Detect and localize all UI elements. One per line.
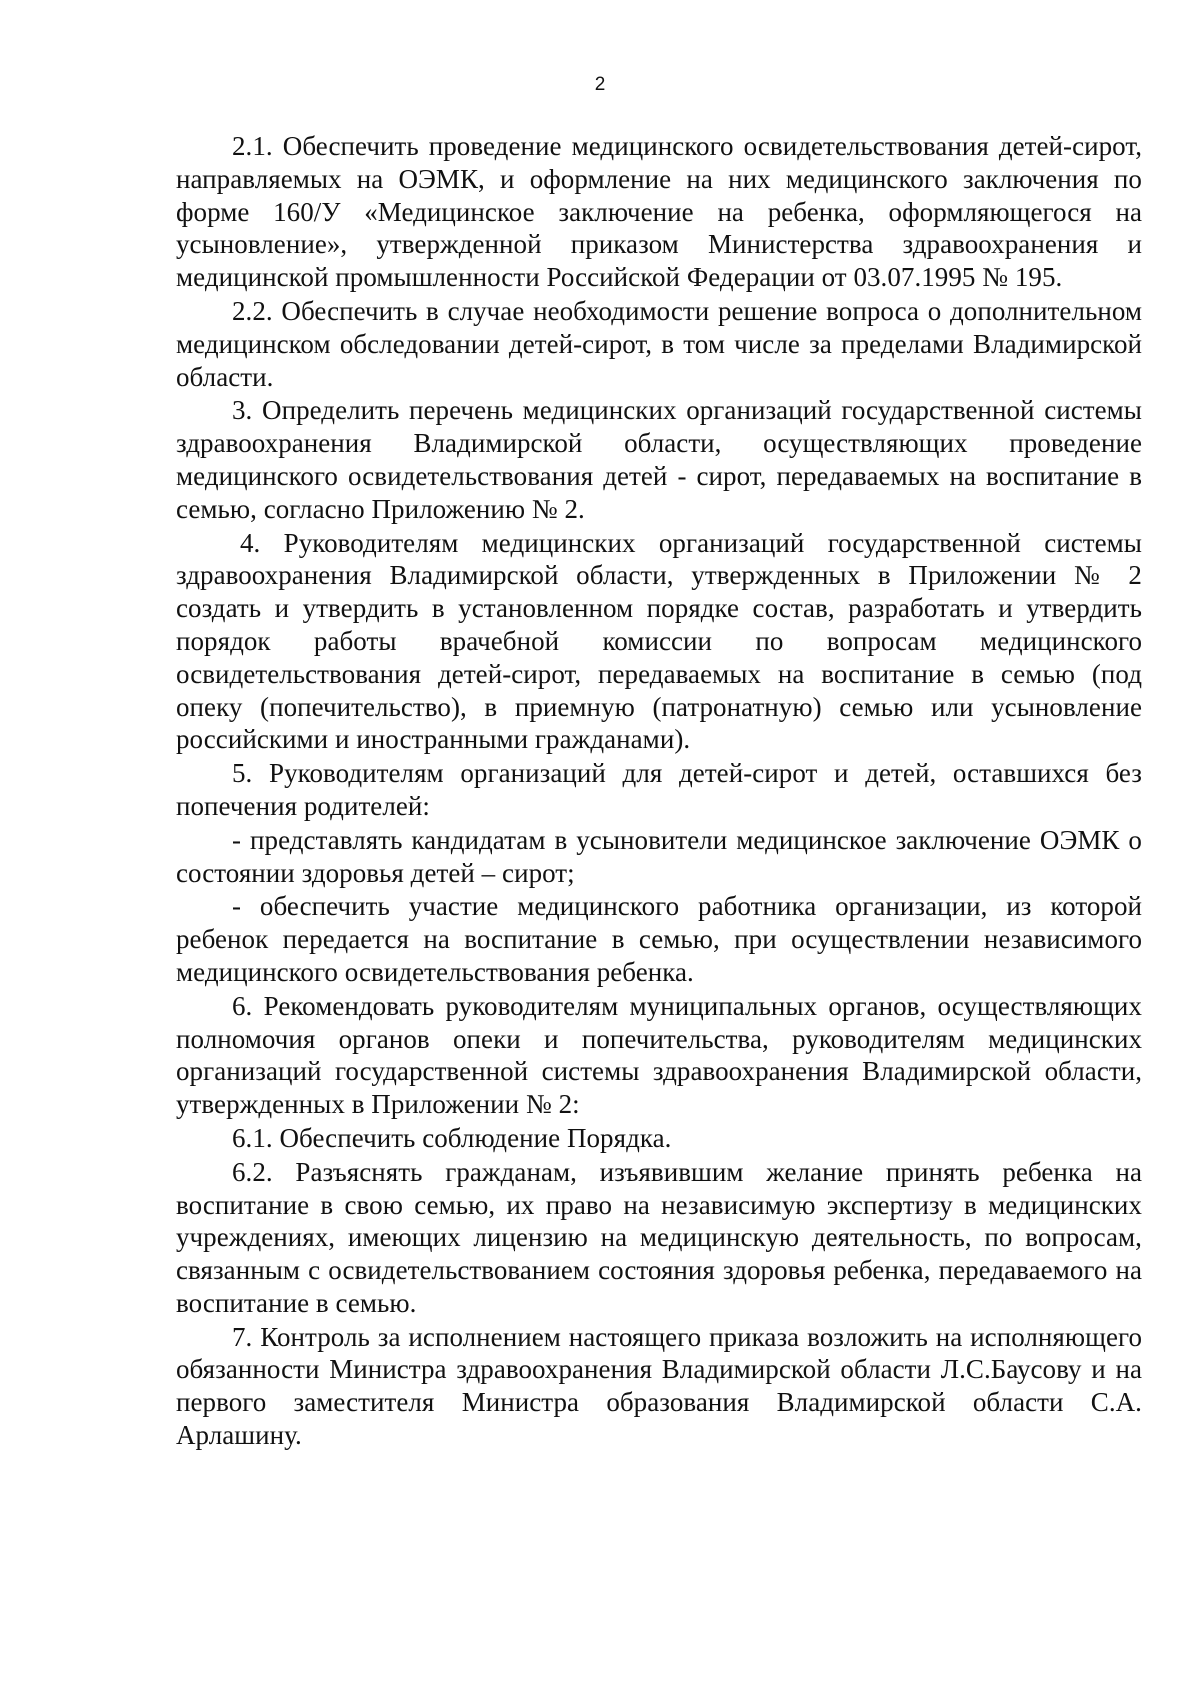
paragraph-5-item-2: - обеспечить участие медицинского работника организации, из которой ребенок передается на воспитание в семью, при осуществлении независимого медицинского освидетельствования ребенка. (176, 891, 1142, 987)
document-body (176, 130, 1142, 1453)
paragraph-7: 7. Контроль за исполнением настоящего приказа возложить на исполняющего обязанности Министра здравоохранения Владимирской области Л.С.Баусову и на первого заместителя Министра образования Владимирской области С.А. Арлашину. (176, 1321, 1142, 1451)
paragraph-5: 5. Руководителям организаций для детей-сирот и детей, оставшихся без попечения родителей: (176, 758, 1142, 821)
paragraph-3: 3. Определить перечень медицинских организаций государственной системы здравоохранения Владимирской области, осуществляющих проведение медицинского освидетельствования детей - сирот, передаваемых на воспитание в семью, согласно Приложению № 2. (176, 395, 1142, 524)
paragraph-5-item-1: - представлять кандидатам в усыновители медицинское заключение ОЭМК о состоянии здоровья детей – сирот; (176, 824, 1142, 888)
paragraph-2-2: 2.2. Обеспечить в случае необходимости решение вопроса о дополнительном медицинском обследовании детей-сирот, в том числе за пределами Владимирской области. (176, 295, 1142, 392)
paragraph-4: 4. Руководителям медицинских организаций государственной системы здравоохранения Владимирской области, утвержденных в Приложении № 2 создать и утвердить в установленном порядке состав, разработать и утвердить порядок работы врачебной комиссии по вопросам медицинского освидетельствования детей-сирот, передаваемых на воспитание в семью (под опеку (попечительство), в приемную (патронатную) семью или усыновление российскими и иностранными гражданами). (176, 527, 1142, 755)
paragraph-6: 6. Рекомендовать руководителям муниципальных органов, осуществляющих полномочия органов опеки и попечительства, руководителям медицинских организаций государственной системы здравоохранения Владимирской области, утвержденных в Приложении № 2: (176, 990, 1142, 1120)
paragraph-2-1: 2.1. Обеспечить проведение медицинского освидетельствования детей-сирот, направляемых на ОЭМК, и оформление на них медицинского заключения по форме 160/У «Медицинское заключение на ребенка, оформляющегося на усыновление», утвержденной приказом Министерства здравоохранения и медицинской промышленности Российской Федерации от 03.07.1995 № 195. (176, 131, 1142, 293)
page-number: 2 (594, 74, 606, 95)
paragraph-6-1: 6.1. Обеспечить соблюдение Порядка. (232, 1122, 672, 1153)
paragraph-6-2: 6.2. Разъяснять гражданам, изъявившим желание принять ребенка на воспитание в свою семью, их право на независимую экспертизу в медицинских учреждениях, имеющих лицензию на медицинскую деятельность, по вопросам, связанным с освидетельствованием состояния здоровья ребенка, передаваемого на воспитание в семью. (176, 1156, 1142, 1318)
